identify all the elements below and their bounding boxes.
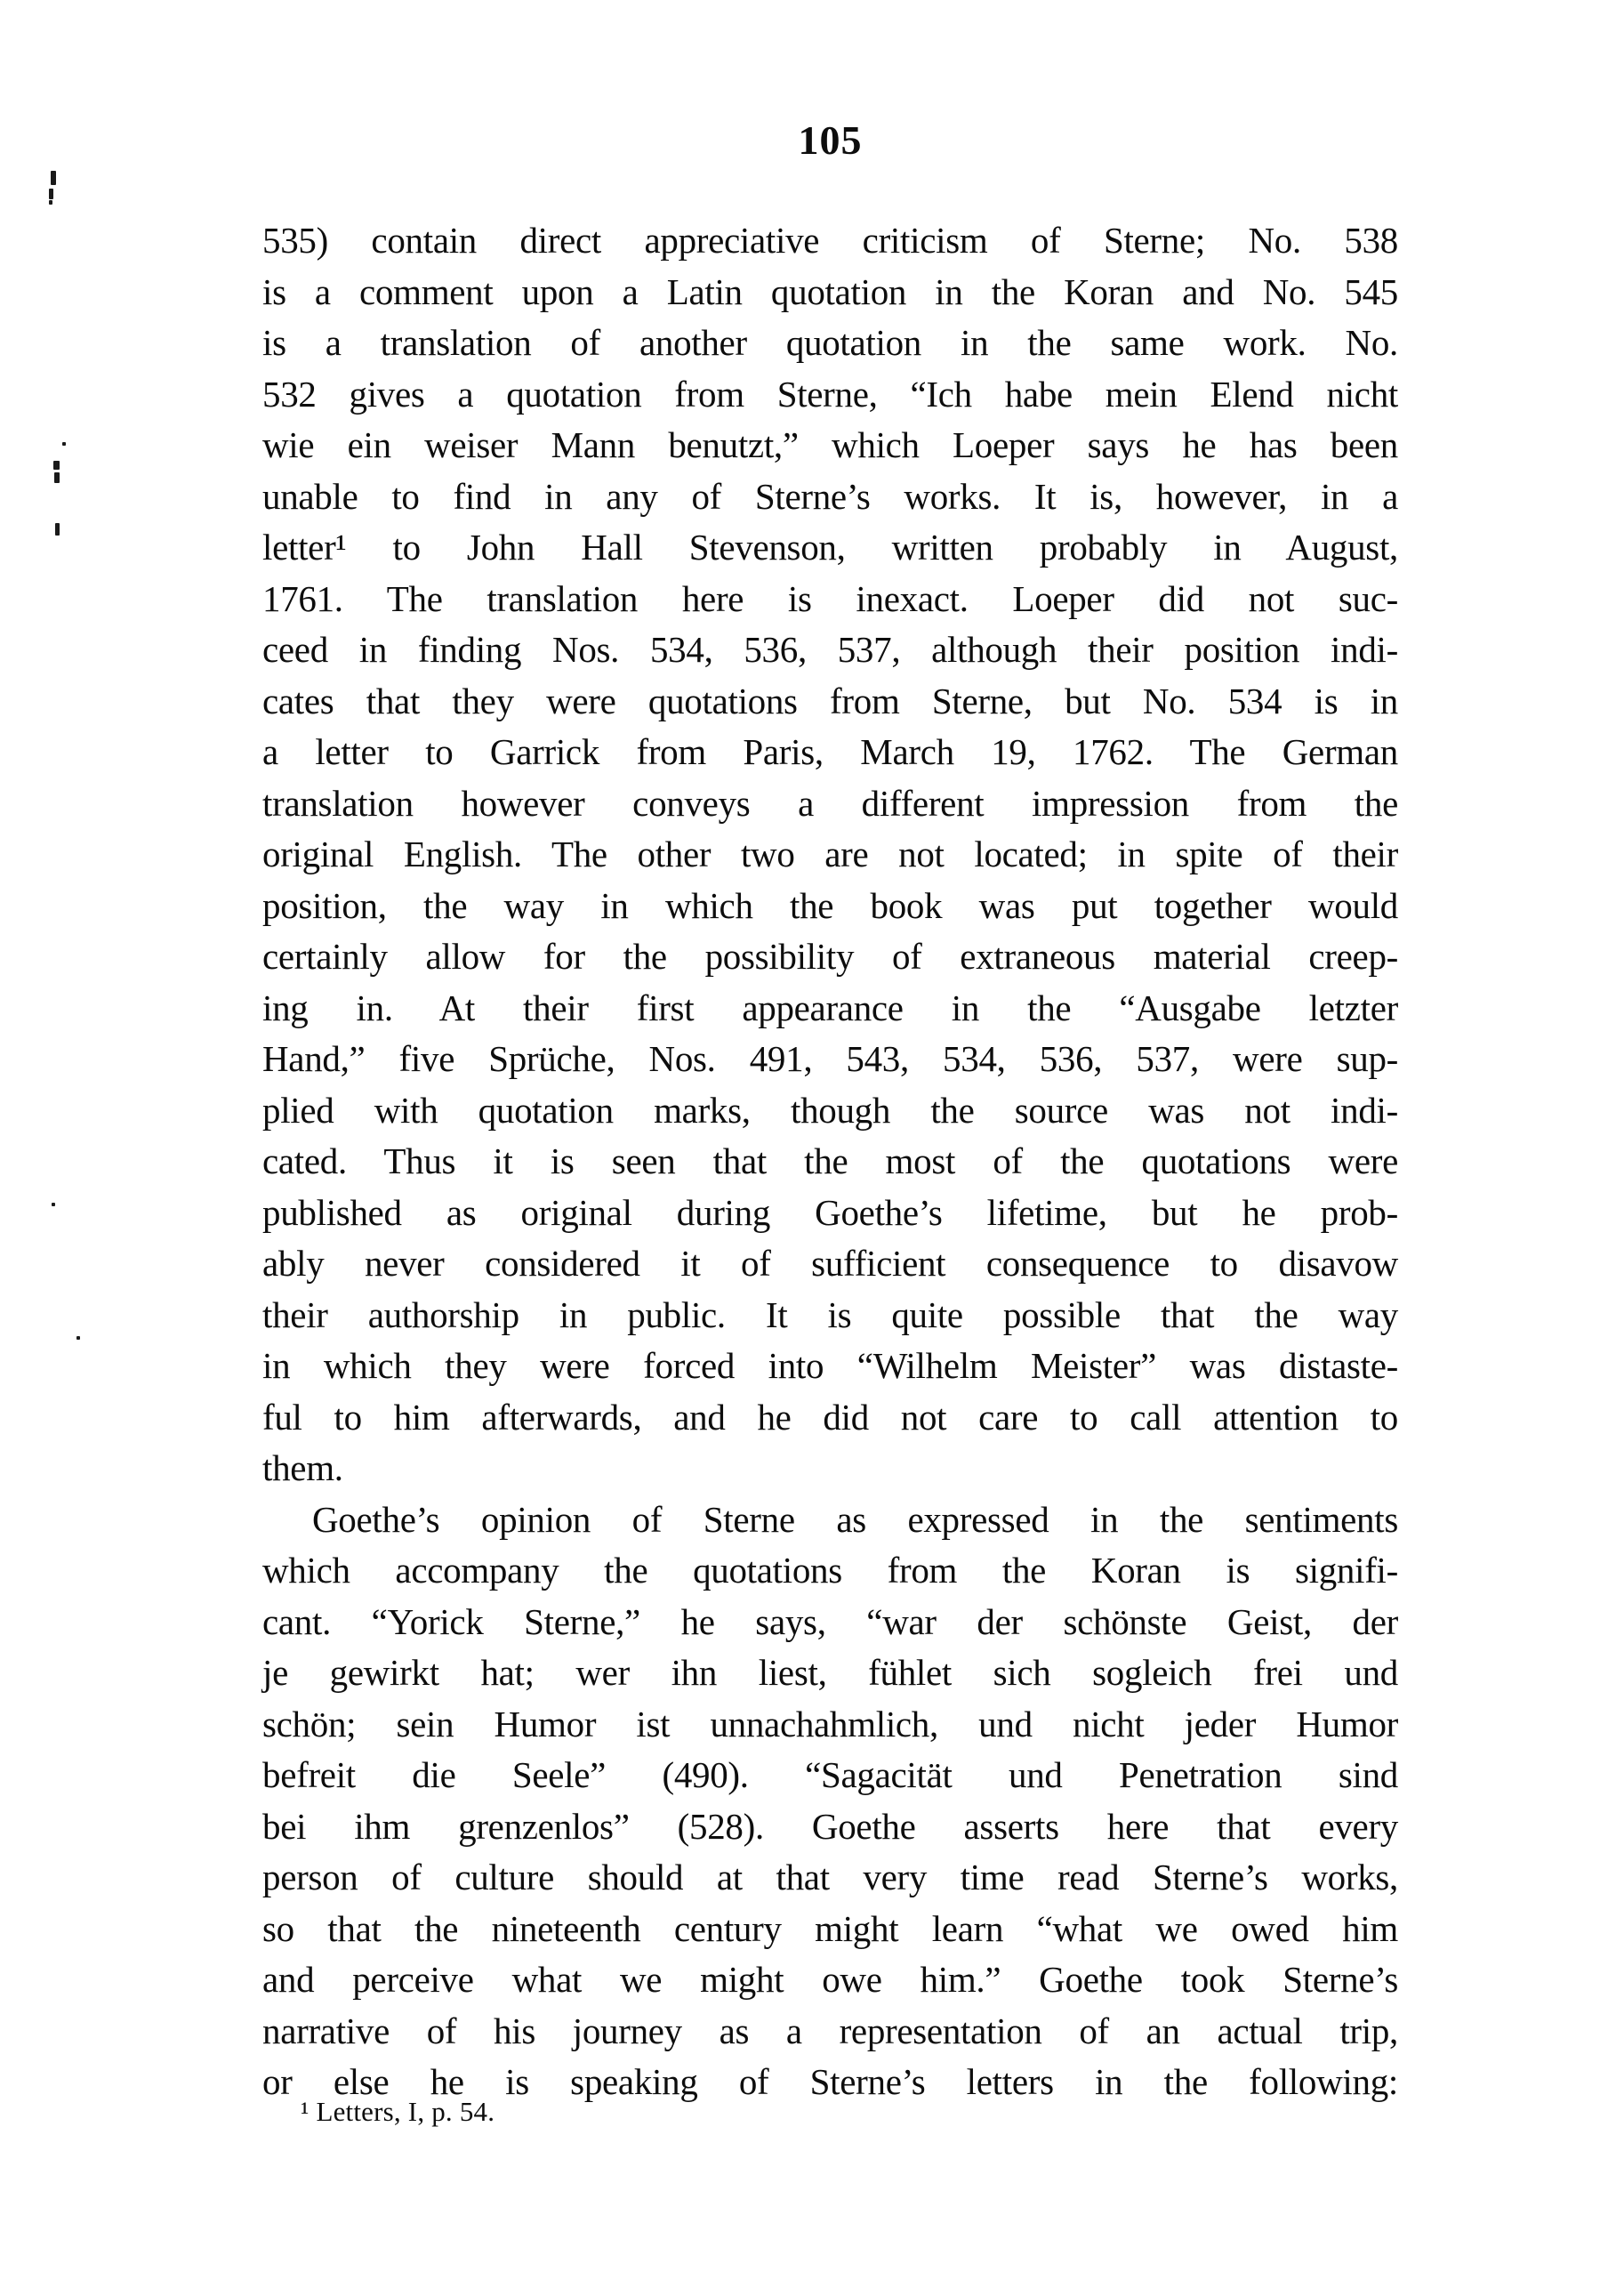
text-line: schön; sein Humor ist unnachahmlich, und nicht jeder Humor (262, 1703, 1398, 1744)
text-line: or else he is speaking of Sterne’s letters in the following: (262, 2061, 1398, 2102)
text-line: unable to find in any of Sterne’s works. It is, however, in a (262, 475, 1398, 517)
scan-speck (55, 523, 60, 536)
text-line: cated. Thus it is seen that the most of the quotations were (262, 1140, 1398, 1181)
text-line: 1761. The translation here is inexact. Loeper did not suc- (262, 577, 1398, 619)
text-line: person of culture should at that very time read Sterne’s works, (262, 1857, 1398, 1897)
text-line: their authorship in public. It is quite possible that the way (262, 1293, 1398, 1335)
text-line: so that the nineteenth century might learn “what we owed him (262, 1907, 1398, 1949)
text-line: position, the way in which the book was put together would (262, 884, 1398, 926)
scan-speck (54, 472, 60, 483)
footnote: ¹ Letters, I, p. 54. (301, 2096, 495, 2127)
scan-speck (52, 1203, 55, 1206)
text-line: certainly allow for the possibility of extraneous material creep- (262, 936, 1398, 977)
text-line: translation however conveys a different impression from the (262, 782, 1398, 824)
scan-speck (49, 189, 53, 199)
text-line: je gewirkt hat; wer ihn liest, fühlet sich sogleich frei und (262, 1652, 1398, 1693)
text-line: a letter to Garrick from Paris, March 19, 1762. The German (262, 731, 1398, 772)
text-line: in which they were forced into “Wilhelm Meister” was distaste- (262, 1345, 1398, 1386)
scan-speck (49, 200, 52, 205)
text-line: is a comment upon a Latin quotation in the Koran and No. 545 (262, 270, 1398, 312)
text-line: befreit die Seele” (490). “Sagacität und Penetration sind (262, 1754, 1398, 1795)
text-line: ful to him afterwards, and he did not care to call attention to (262, 1396, 1398, 1438)
text-line: plied with quotation marks, though the source was not indi- (262, 1089, 1398, 1131)
text-line: ceed in finding Nos. 534, 536, 537, although their position indi- (262, 629, 1398, 670)
text-line: bei ihm grenzenlos” (528). Goethe asserts here that every (262, 1805, 1398, 1847)
text-line: them. (262, 1447, 343, 1488)
text-line: original English. The other two are not located; in spite of their (262, 834, 1398, 874)
text-line: 535) contain direct appreciative criticism of Sterne; No. 538 (262, 220, 1398, 261)
text-line: letter¹ to John Hall Stevenson, written probably in August, (262, 527, 1398, 568)
text-line: narrative of his journey as a representation of an actual trip, (262, 2010, 1398, 2051)
text-line: 532 gives a quotation from Sterne, “Ich habe mein Elend nicht (262, 373, 1398, 415)
text-line: Hand,” five Sprüche, Nos. 491, 543, 534, 536, 537, were sup- (262, 1038, 1398, 1079)
scan-speck (62, 442, 66, 446)
scan-speck (51, 171, 56, 185)
text-line: cant. “Yorick Sterne,” he says, “war der schönste Geist, der (262, 1600, 1398, 1642)
text-line: Goethe’s opinion of Sterne as expressed in the sentiments (312, 1498, 1398, 1540)
text-line: published as original during Goethe’s lifetime, but he prob- (262, 1191, 1398, 1233)
scan-speck (76, 1336, 80, 1340)
text-line: cates that they were quotations from Sterne, but No. 534 is in (262, 680, 1398, 721)
page-number: 105 (798, 117, 863, 163)
text-line: ing in. At their first appearance in the “Ausgabe letzter (262, 987, 1398, 1028)
scan-speck (53, 461, 60, 470)
text-line: wie ein weiser Mann benutzt,” which Loeper says he has been (262, 424, 1398, 465)
text-line: and perceive what we might owe him.” Goethe took Sterne’s (262, 1959, 1398, 2000)
text-line: is a translation of another quotation in the same work. No. (262, 322, 1398, 363)
text-line: ably never considered it of sufficient consequence to disavow (262, 1243, 1398, 1284)
text-block (262, 215, 1398, 2108)
text-line: which accompany the quotations from the Koran is signifi- (262, 1550, 1398, 1591)
